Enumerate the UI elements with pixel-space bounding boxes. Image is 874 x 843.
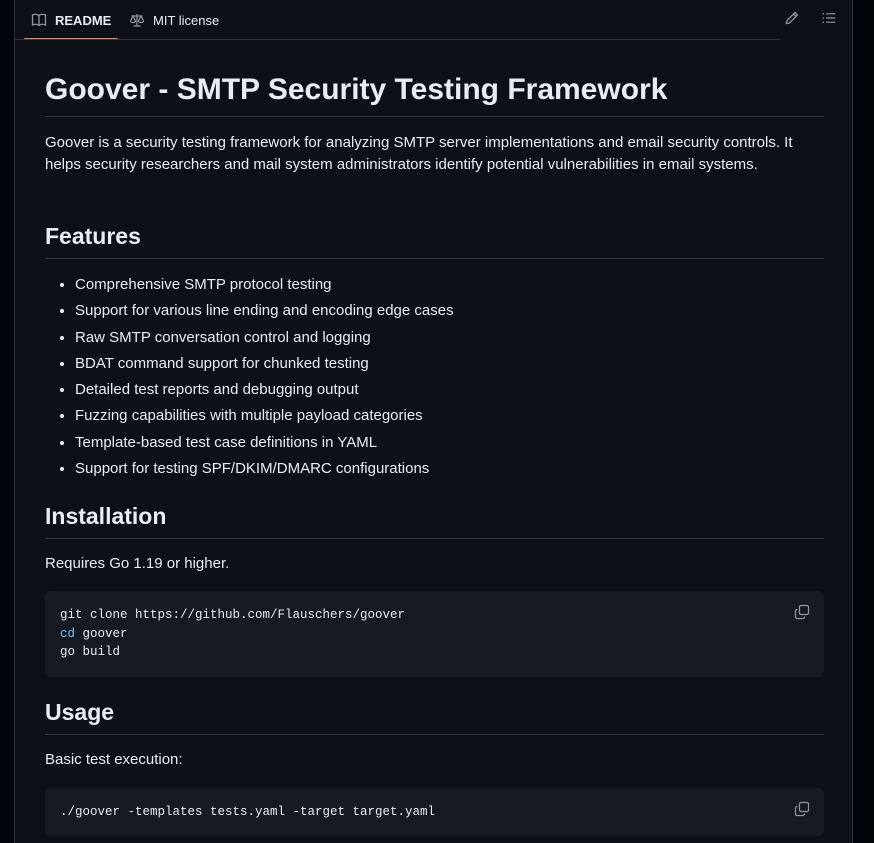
code-line: git clone https://github.com/Flauschers/goover (60, 608, 406, 622)
install-code-block[interactable] (45, 591, 824, 677)
copy-install-button[interactable] (794, 604, 810, 620)
list-item: • Support for testing SPF/DKIM/DMARC configurations (75, 456, 454, 482)
list-item: • Fuzzing capabilities with multiple payload categories (75, 403, 454, 429)
usage-divider (45, 734, 824, 735)
pencil-icon (784, 10, 800, 31)
copy-usage-button[interactable] (794, 801, 810, 817)
readme-title: Goover - SMTP Security Testing Framework (45, 73, 668, 106)
outline-button[interactable] (817, 8, 841, 32)
tab-readme-label: README (55, 12, 112, 28)
readme-tab-bar (15, 0, 852, 40)
tab-license[interactable] (129, 0, 219, 40)
intro-paragraph: Goover is a security testing framework for analyzing SMTP server implementations and email security controls. It helps security researchers and mail system administrators identify potential vulnerabilities in email systems. (45, 134, 793, 173)
code-line: ./goover -templates tests.yaml -target target.yaml (60, 805, 436, 819)
features-heading: Features (45, 223, 141, 249)
edit-file-button[interactable] (780, 8, 804, 32)
tab-license-label: MIT license (153, 12, 220, 28)
list-item: • Support for various line ending and encoding edge cases (75, 298, 454, 324)
list-item: • Template-based test case definitions in YAML (75, 430, 454, 456)
tab-readme[interactable] (24, 0, 118, 40)
code-keyword: cd (60, 626, 76, 641)
installation-heading: Installation (45, 503, 167, 529)
readme-panel (14, 0, 853, 843)
usage-code-block[interactable] (45, 788, 824, 836)
code-text: goover (75, 626, 128, 641)
list-item: • Comprehensive SMTP protocol testing (75, 272, 454, 298)
list-item: • Raw SMTP conversation control and logging (75, 325, 454, 351)
features-divider (45, 258, 824, 259)
copy-icon (794, 807, 810, 821)
list-item: • Detailed test reports and debugging output (75, 377, 454, 403)
code-line (60, 625, 809, 644)
copy-icon (794, 610, 810, 624)
tab-bar-divider (15, 39, 780, 40)
features-list (45, 272, 454, 482)
installation-requirement: Requires Go 1.19 or higher. (45, 555, 230, 572)
list-item: • BDAT command support for chunked testing (75, 351, 454, 377)
code-line: go build (60, 645, 121, 659)
list-unordered-icon (821, 10, 837, 31)
scale-icon (129, 12, 145, 28)
usage-heading: Usage (45, 699, 115, 725)
title-divider (45, 116, 824, 117)
book-icon (31, 12, 47, 28)
installation-divider (45, 538, 824, 539)
usage-intro: Basic test execution: (45, 751, 183, 768)
